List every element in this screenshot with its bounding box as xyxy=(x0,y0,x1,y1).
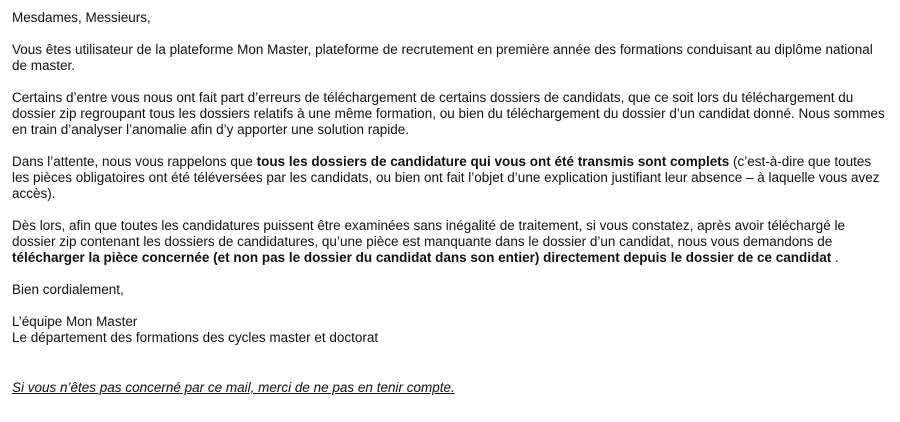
paragraph-download-errors: Certains d’entre vous nous ont fait part d’erreurs de téléchargement de certains dossiers de candidats, que ce soit lors du téléchargement du dossier zip regroupant tous les dossiers relatifs à une même formation, ou bien du téléchargement du dossier d’un candidat donné. Nous sommes en train d’analyser l’anomalie afin d’y apporter une solution rapide. xyxy=(12,90,885,137)
spacer xyxy=(12,346,890,380)
complete-files-emphasis: tous les dossiers de candidature qui vous ont été transmis sont complets xyxy=(256,154,730,169)
paragraph-complete-files-text-start: Dans l’attente, nous vous rappelons que xyxy=(12,154,257,169)
paragraph-instructions-text-start: Dès lors, afin que toutes les candidatures puissent être examinées sans inégalité de traitement, si vous constatez, après avoir téléchargé le dossier zip contenant les dossiers de candidatures, qu’une pièce est manquante dans le dossier d’un candidat, nous vous demandons de xyxy=(12,218,845,249)
paragraph-complete-files-text-end: (c’est-à-dire que toutes les pièces obligatoires ont été téléversées par les candidats, ou bien ont fait l’objet d’une explication justifiant leur absence – à laquelle vous avez accès). xyxy=(12,154,880,201)
paragraph-instructions xyxy=(12,218,890,266)
signature-department: Le département des formations des cycles master et doctorat xyxy=(12,330,379,345)
greeting: Mesdames, Messieurs, xyxy=(12,10,151,25)
paragraph-complete-files xyxy=(12,154,890,202)
paragraph-instructions-text-end: . xyxy=(831,250,839,265)
instructions-emphasis: télécharger la pièce concernée (et non pas le dossier du candidat dans son entier) directement depuis le dossier de ce candidat xyxy=(12,250,832,265)
signature xyxy=(12,314,890,346)
paragraph-platform: Vous êtes utilisateur de la plateforme Mon Master, plateforme de recrutement en première année des formations conduisant au diplôme national de master. xyxy=(12,42,873,73)
signature-team: L’équipe Mon Master xyxy=(12,314,138,329)
closing: Bien cordialement, xyxy=(12,282,124,297)
disclaimer-footer: Si vous n’êtes pas concerné par ce mail, merci de ne pas en tenir compte. xyxy=(12,380,455,395)
